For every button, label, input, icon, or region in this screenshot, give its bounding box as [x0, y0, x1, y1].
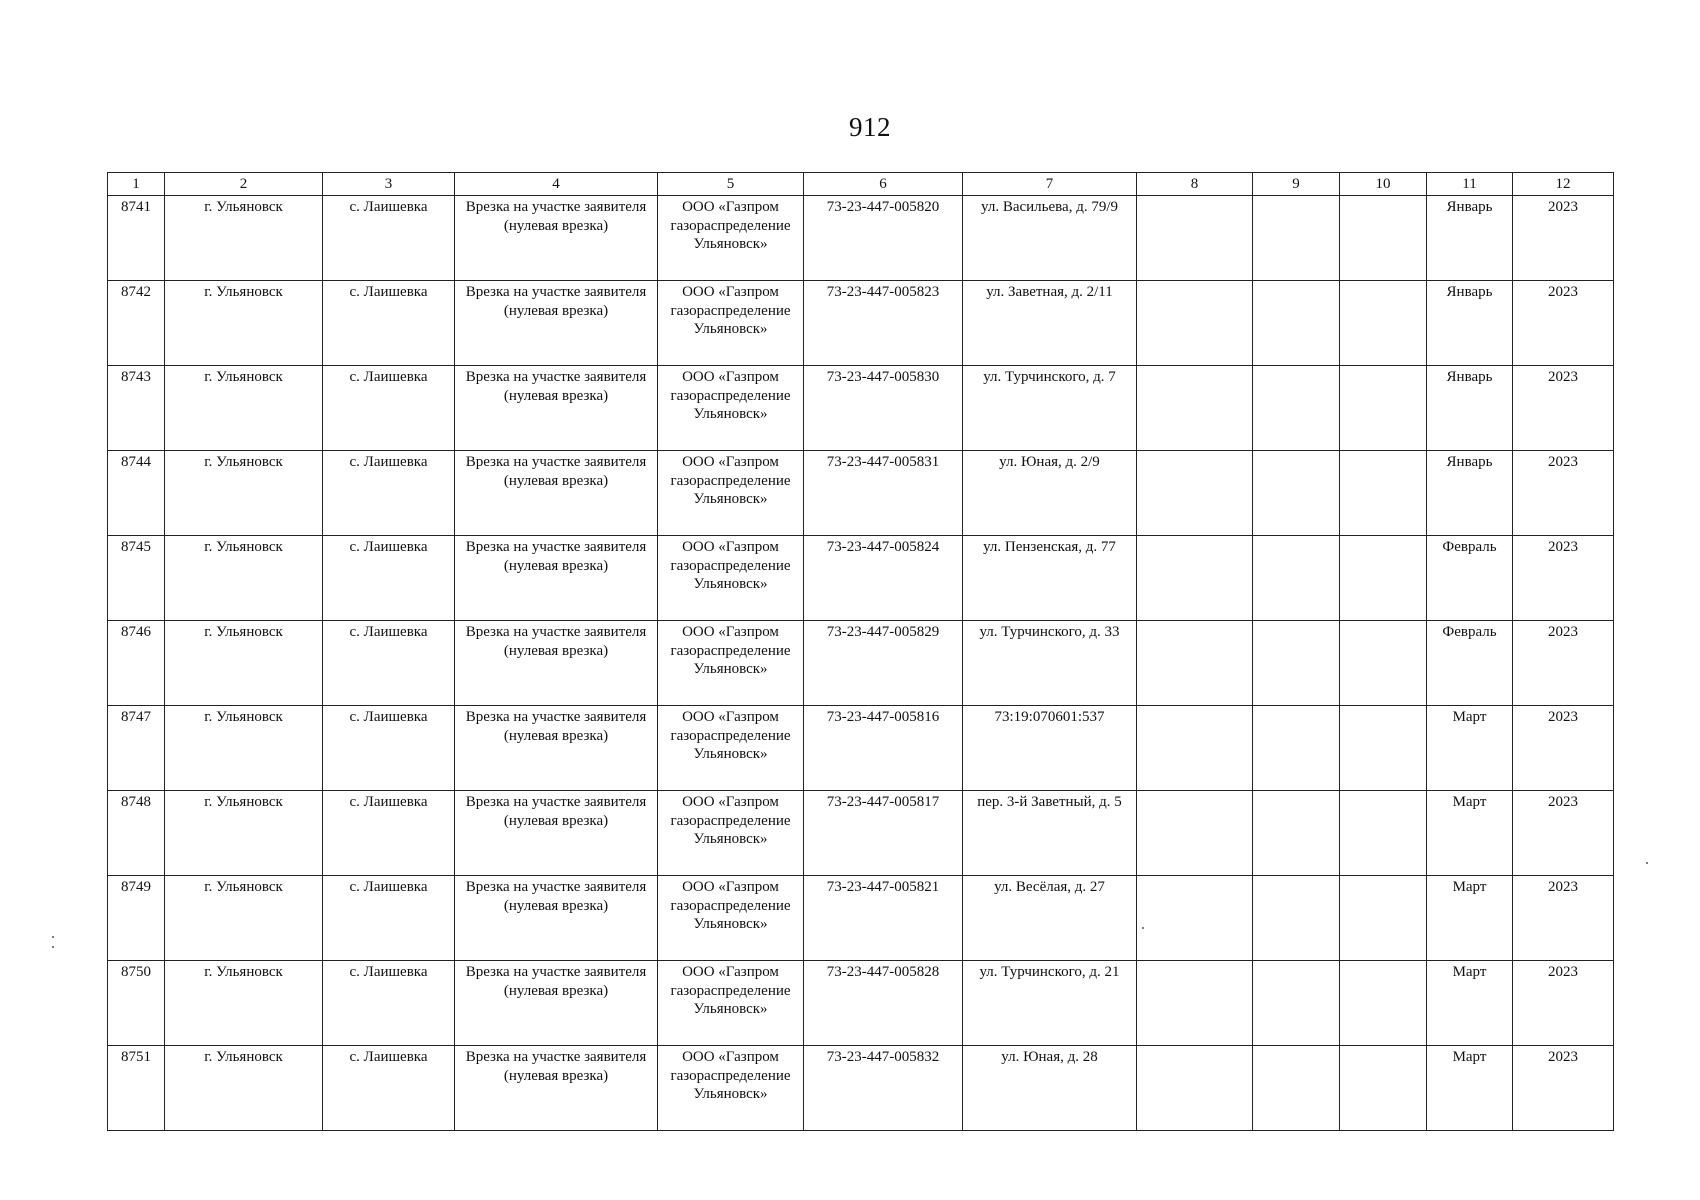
organization-cell: ООО «Газпром газораспределение Ульяновск» [658, 451, 804, 536]
object-code-cell: 73-23-447-005830 [804, 366, 963, 451]
table-row [108, 876, 1614, 961]
organization-cell: ООО «Газпром газораспределение Ульяновск» [658, 281, 804, 366]
row-number: 8741 [108, 196, 165, 281]
column-header-2: 2 [165, 173, 323, 196]
organization-cell: ООО «Газпром газораспределение Ульяновск» [658, 961, 804, 1046]
row-number: 8748 [108, 791, 165, 876]
address-cell: ул. Весёлая, д. 27 [963, 876, 1137, 961]
work-type-cell: Врезка на участке заявителя (нулевая врезка) [455, 706, 658, 791]
work-type-cell: Врезка на участке заявителя (нулевая врезка) [455, 196, 658, 281]
table-row [108, 536, 1614, 621]
work-type-cell: Врезка на участке заявителя (нулевая врезка) [455, 281, 658, 366]
col8-cell [1137, 366, 1253, 451]
table-body [108, 196, 1614, 1131]
object-code-cell: 73-23-447-005820 [804, 196, 963, 281]
object-code-cell: 73-23-447-005816 [804, 706, 963, 791]
table-row [108, 281, 1614, 366]
city-cell: г. Ульяновск [165, 366, 323, 451]
settlement-cell: с. Лаишевка [323, 281, 455, 366]
column-header-12: 12 [1513, 173, 1614, 196]
column-header-3: 3 [323, 173, 455, 196]
scan-speck [52, 946, 54, 948]
col8-cell [1137, 791, 1253, 876]
organization-cell: ООО «Газпром газораспределение Ульяновск» [658, 1046, 804, 1131]
city-cell: г. Ульяновск [165, 621, 323, 706]
col9-cell [1253, 196, 1340, 281]
row-number: 8749 [108, 876, 165, 961]
col8-cell [1137, 281, 1253, 366]
city-cell: г. Ульяновск [165, 451, 323, 536]
col9-cell [1253, 621, 1340, 706]
year-cell: 2023 [1513, 961, 1614, 1046]
address-cell: ул. Турчинского, д. 21 [963, 961, 1137, 1046]
col8-cell [1137, 196, 1253, 281]
month-cell: Январь [1427, 281, 1513, 366]
year-cell: 2023 [1513, 281, 1614, 366]
column-header-6: 6 [804, 173, 963, 196]
row-number: 8750 [108, 961, 165, 1046]
organization-cell: ООО «Газпром газораспределение Ульяновск» [658, 706, 804, 791]
object-code-cell: 73-23-447-005829 [804, 621, 963, 706]
address-cell: ул. Турчинского, д. 7 [963, 366, 1137, 451]
table-row [108, 366, 1614, 451]
col8-cell [1137, 961, 1253, 1046]
year-cell: 2023 [1513, 706, 1614, 791]
col9-cell [1253, 451, 1340, 536]
work-type-cell: Врезка на участке заявителя (нулевая врезка) [455, 621, 658, 706]
col10-cell [1340, 281, 1427, 366]
organization-cell: ООО «Газпром газораспределение Ульяновск» [658, 791, 804, 876]
col10-cell [1340, 876, 1427, 961]
year-cell: 2023 [1513, 621, 1614, 706]
organization-cell: ООО «Газпром газораспределение Ульяновск» [658, 536, 804, 621]
address-cell: ул. Васильева, д. 79/9 [963, 196, 1137, 281]
row-number: 8742 [108, 281, 165, 366]
year-cell: 2023 [1513, 366, 1614, 451]
row-number: 8746 [108, 621, 165, 706]
row-number: 8751 [108, 1046, 165, 1131]
row-number: 8743 [108, 366, 165, 451]
month-cell: Январь [1427, 451, 1513, 536]
settlement-cell: с. Лаишевка [323, 536, 455, 621]
col9-cell [1253, 706, 1340, 791]
month-cell: Март [1427, 961, 1513, 1046]
address-cell: ул. Юная, д. 28 [963, 1046, 1137, 1131]
col9-cell [1253, 961, 1340, 1046]
settlement-cell: с. Лаишевка [323, 196, 455, 281]
year-cell: 2023 [1513, 196, 1614, 281]
col10-cell [1340, 961, 1427, 1046]
col10-cell [1340, 536, 1427, 621]
table-row [108, 621, 1614, 706]
column-header-11: 11 [1427, 173, 1513, 196]
column-header-7: 7 [963, 173, 1137, 196]
scan-speck [52, 936, 54, 938]
table-row [108, 961, 1614, 1046]
settlement-cell: с. Лаишевка [323, 1046, 455, 1131]
scan-speck [1142, 927, 1144, 929]
month-cell: Март [1427, 1046, 1513, 1131]
col9-cell [1253, 1046, 1340, 1131]
work-type-cell: Врезка на участке заявителя (нулевая врезка) [455, 536, 658, 621]
object-code-cell: 73-23-447-005828 [804, 961, 963, 1046]
month-cell: Февраль [1427, 536, 1513, 621]
year-cell: 2023 [1513, 536, 1614, 621]
address-cell: ул. Пензенская, д. 77 [963, 536, 1137, 621]
row-number: 8744 [108, 451, 165, 536]
work-type-cell: Врезка на участке заявителя (нулевая врезка) [455, 451, 658, 536]
object-code-cell: 73-23-447-005823 [804, 281, 963, 366]
object-code-cell: 73-23-447-005824 [804, 536, 963, 621]
table-row [108, 451, 1614, 536]
col8-cell [1137, 536, 1253, 621]
city-cell: г. Ульяновск [165, 791, 323, 876]
year-cell: 2023 [1513, 791, 1614, 876]
work-type-cell: Врезка на участке заявителя (нулевая врезка) [455, 366, 658, 451]
table-row [108, 706, 1614, 791]
col9-cell [1253, 876, 1340, 961]
col8-cell [1137, 706, 1253, 791]
object-code-cell: 73-23-447-005832 [804, 1046, 963, 1131]
year-cell: 2023 [1513, 876, 1614, 961]
object-code-cell: 73-23-447-005831 [804, 451, 963, 536]
organization-cell: ООО «Газпром газораспределение Ульяновск» [658, 621, 804, 706]
month-cell: Февраль [1427, 621, 1513, 706]
table-row [108, 1046, 1614, 1131]
col9-cell [1253, 536, 1340, 621]
address-cell: 73:19:070601:537 [963, 706, 1137, 791]
table-row [108, 791, 1614, 876]
scan-speck [1646, 862, 1648, 864]
city-cell: г. Ульяновск [165, 961, 323, 1046]
city-cell: г. Ульяновск [165, 281, 323, 366]
col10-cell [1340, 621, 1427, 706]
organization-cell: ООО «Газпром газораспределение Ульяновск» [658, 876, 804, 961]
city-cell: г. Ульяновск [165, 1046, 323, 1131]
month-cell: Март [1427, 706, 1513, 791]
column-header-1: 1 [108, 173, 165, 196]
col10-cell [1340, 791, 1427, 876]
row-number: 8745 [108, 536, 165, 621]
col8-cell [1137, 621, 1253, 706]
organization-cell: ООО «Газпром газораспределение Ульяновск» [658, 196, 804, 281]
col10-cell [1340, 196, 1427, 281]
col8-cell [1137, 451, 1253, 536]
col10-cell [1340, 706, 1427, 791]
address-cell: ул. Заветная, д. 2/11 [963, 281, 1137, 366]
city-cell: г. Ульяновск [165, 536, 323, 621]
settlement-cell: с. Лаишевка [323, 451, 455, 536]
table-row [108, 196, 1614, 281]
column-header-10: 10 [1340, 173, 1427, 196]
work-type-cell: Врезка на участке заявителя (нулевая врезка) [455, 1046, 658, 1131]
object-code-cell: 73-23-447-005817 [804, 791, 963, 876]
col10-cell [1340, 1046, 1427, 1131]
col10-cell [1340, 451, 1427, 536]
col8-cell [1137, 876, 1253, 961]
page-number: 912 [849, 112, 891, 142]
month-cell: Март [1427, 791, 1513, 876]
object-code-cell: 73-23-447-005821 [804, 876, 963, 961]
city-cell: г. Ульяновск [165, 706, 323, 791]
column-header-4: 4 [455, 173, 658, 196]
header-row [108, 173, 1614, 196]
address-cell: ул. Турчинского, д. 33 [963, 621, 1137, 706]
month-cell: Январь [1427, 366, 1513, 451]
col9-cell [1253, 366, 1340, 451]
col9-cell [1253, 281, 1340, 366]
city-cell: г. Ульяновск [165, 876, 323, 961]
year-cell: 2023 [1513, 451, 1614, 536]
city-cell: г. Ульяновск [165, 196, 323, 281]
month-cell: Январь [1427, 196, 1513, 281]
year-cell: 2023 [1513, 1046, 1614, 1131]
column-header-8: 8 [1137, 173, 1253, 196]
settlement-cell: с. Лаишевка [323, 791, 455, 876]
work-type-cell: Врезка на участке заявителя (нулевая врезка) [455, 876, 658, 961]
col10-cell [1340, 366, 1427, 451]
settlement-cell: с. Лаишевка [323, 366, 455, 451]
settlement-cell: с. Лаишевка [323, 706, 455, 791]
settlement-cell: с. Лаишевка [323, 961, 455, 1046]
registry-table [107, 172, 1614, 1131]
work-type-cell: Врезка на участке заявителя (нулевая врезка) [455, 791, 658, 876]
settlement-cell: с. Лаишевка [323, 621, 455, 706]
work-type-cell: Врезка на участке заявителя (нулевая врезка) [455, 961, 658, 1046]
address-cell: ул. Юная, д. 2/9 [963, 451, 1137, 536]
row-number: 8747 [108, 706, 165, 791]
address-cell: пер. 3-й Заветный, д. 5 [963, 791, 1137, 876]
col8-cell [1137, 1046, 1253, 1131]
organization-cell: ООО «Газпром газораспределение Ульяновск» [658, 366, 804, 451]
col9-cell [1253, 791, 1340, 876]
month-cell: Март [1427, 876, 1513, 961]
column-header-5: 5 [658, 173, 804, 196]
settlement-cell: с. Лаишевка [323, 876, 455, 961]
column-header-9: 9 [1253, 173, 1340, 196]
